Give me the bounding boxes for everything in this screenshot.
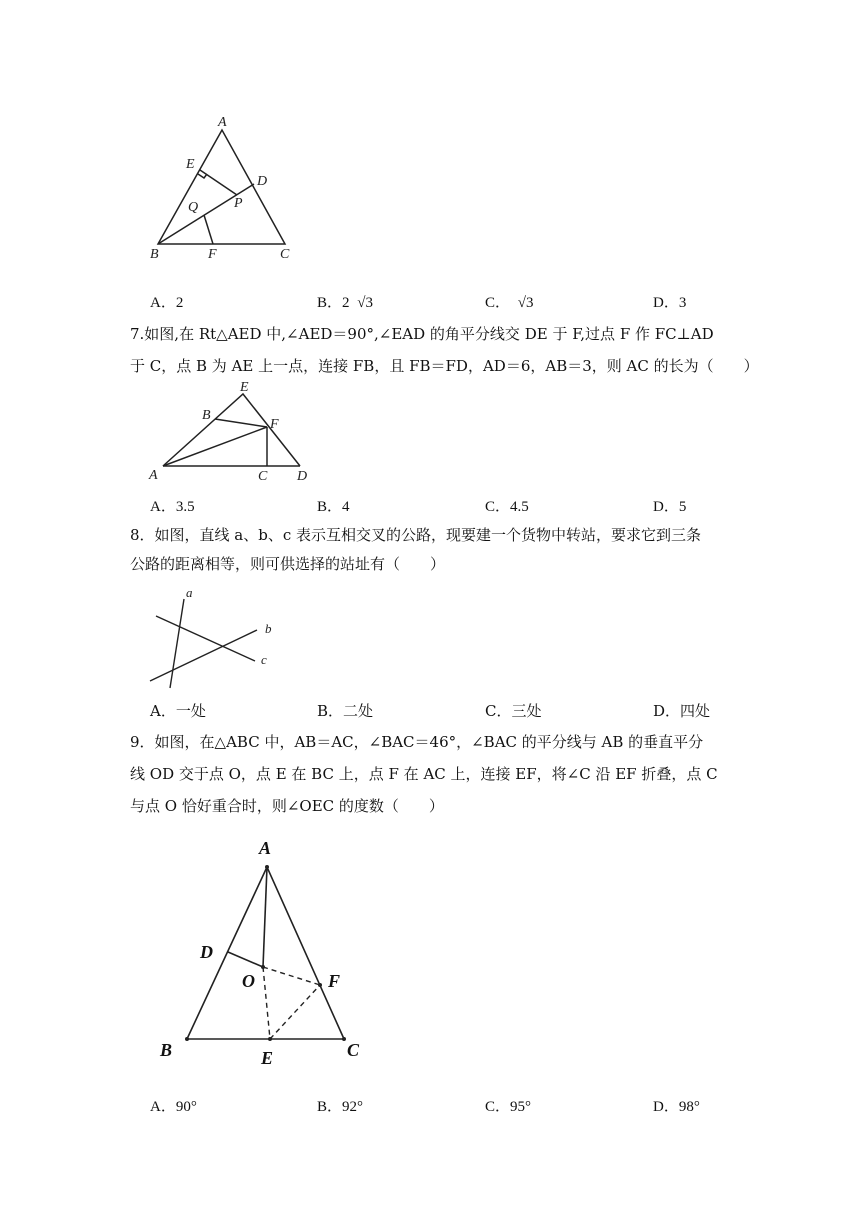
q9-point-a	[265, 865, 269, 869]
q8-stem-line-1: 8．如图，直线 a、b、c 表示互相交叉的公路，现要建一个货物中转站，要求它到三条	[130, 526, 702, 544]
q6-label-a: A	[218, 115, 227, 130]
q7-stem-line-2: 于 C，点 B 为 AE 上一点，连接 FB，且 FB＝FD，AD＝6，AB＝3，则 AC 的长为（ ）	[130, 357, 759, 375]
q9-label-b: B	[160, 1040, 173, 1060]
q6-label-d: D	[257, 174, 268, 189]
q6-option-c-sqrt: √3	[517, 295, 534, 311]
q7-option-c[interactable]: C．4.5	[485, 499, 529, 515]
q7-label-b: B	[202, 408, 211, 423]
q9-option-d[interactable]: D．98°	[653, 1099, 700, 1115]
q9-point-f	[318, 983, 322, 987]
q6-segment-qf	[204, 215, 213, 244]
q7-label-c: C	[258, 469, 268, 484]
q8-line-a	[170, 599, 184, 688]
q6-option-a[interactable]: A．2	[150, 295, 184, 311]
q9-option-b[interactable]: B．92°	[317, 1099, 364, 1115]
q7-option-a[interactable]: A．3.5	[150, 499, 195, 515]
q8-label-c: c	[261, 652, 267, 667]
q9-stem-line-3: 与点 O 恰好重合时，则∠OEC 的度数（ ）	[130, 797, 444, 815]
q7-option-b[interactable]: B．4	[317, 499, 350, 515]
q7-stem-line-1: 7.如图,在 Rt△AED 中,∠AED＝90°,∠EAD 的角平分线交 DE 于 F,过点 F 作 FC⊥AD	[130, 325, 714, 343]
q6-option-c-text: C．	[485, 295, 511, 311]
q6-label-c: C	[280, 247, 290, 262]
q7-label-a: A	[149, 468, 158, 483]
q9-label-f: F	[328, 971, 341, 991]
q8-stem-line-2: 公路的距离相等，则可供选择的站址有（ ）	[130, 555, 446, 573]
q6-option-c[interactable]	[485, 291, 534, 312]
q7-label-e: E	[240, 380, 249, 395]
q6-segment-bd	[158, 184, 254, 244]
q9-option-c[interactable]: C．95°	[485, 1099, 532, 1115]
q9-segment-do	[228, 952, 263, 967]
q9-dashed-ef	[270, 985, 320, 1039]
q6-label-b: B	[150, 247, 159, 262]
q6-option-d[interactable]: D．3	[653, 295, 687, 311]
q6-segment-ep	[200, 170, 237, 195]
q6-option-b-sqrt: √3	[357, 295, 373, 311]
q9-point-o	[261, 965, 265, 969]
q9-point-e	[268, 1037, 272, 1041]
q9-label-c: C	[347, 1040, 360, 1060]
q8-label-b: b	[265, 621, 272, 636]
q9-point-b	[185, 1037, 189, 1041]
q8-option-c[interactable]: C．三处	[485, 702, 542, 720]
q6-label-q: Q	[188, 200, 199, 215]
q9-figure	[150, 835, 380, 1075]
q9-point-c	[342, 1037, 346, 1041]
q9-option-a[interactable]: A．90°	[150, 1099, 197, 1115]
q9-stem-line-2: 线 OD 交于点 O，点 E 在 BC 上，点 F 在 AC 上，连接 EF，将∠C 沿 EF 折叠，点 C	[130, 765, 718, 783]
q8-label-a: a	[186, 585, 193, 600]
q9-dashed-of	[263, 967, 320, 985]
q8-option-d[interactable]: D．四处	[653, 702, 711, 720]
q7-option-d[interactable]: D．5	[653, 499, 687, 515]
q6-label-p: P	[234, 196, 243, 211]
q8-option-b[interactable]: B．二处	[317, 702, 374, 720]
q9-segment-ao	[263, 867, 267, 967]
q9-label-o: O	[242, 971, 255, 991]
q9-label-e: E	[261, 1048, 274, 1068]
q7-label-d: D	[297, 469, 308, 484]
q6-option-b-text: B．2	[317, 295, 350, 311]
q7-figure	[145, 380, 315, 485]
q6-label-f: F	[208, 247, 217, 262]
q7-segment-af	[163, 427, 267, 466]
q9-dashed-oe	[263, 967, 270, 1039]
q7-segment-aed	[163, 394, 300, 466]
q8-option-a[interactable]: A．一处	[150, 702, 206, 720]
q6-option-b[interactable]	[317, 291, 373, 312]
q9-label-d: D	[200, 942, 213, 962]
q7-segment-bf	[215, 419, 267, 427]
q7-label-f: F	[270, 417, 279, 432]
q6-right-angle-mark	[198, 174, 207, 178]
q8-figure	[140, 585, 290, 690]
q6-label-e: E	[186, 157, 195, 172]
q6-figure	[140, 110, 310, 270]
q9-stem-line-1: 9．如图，在△ABC 中，AB＝AC，∠BAC＝46°，∠BAC 的平分线与 AB 的垂直平分	[130, 733, 704, 751]
q9-label-a: A	[259, 838, 272, 858]
